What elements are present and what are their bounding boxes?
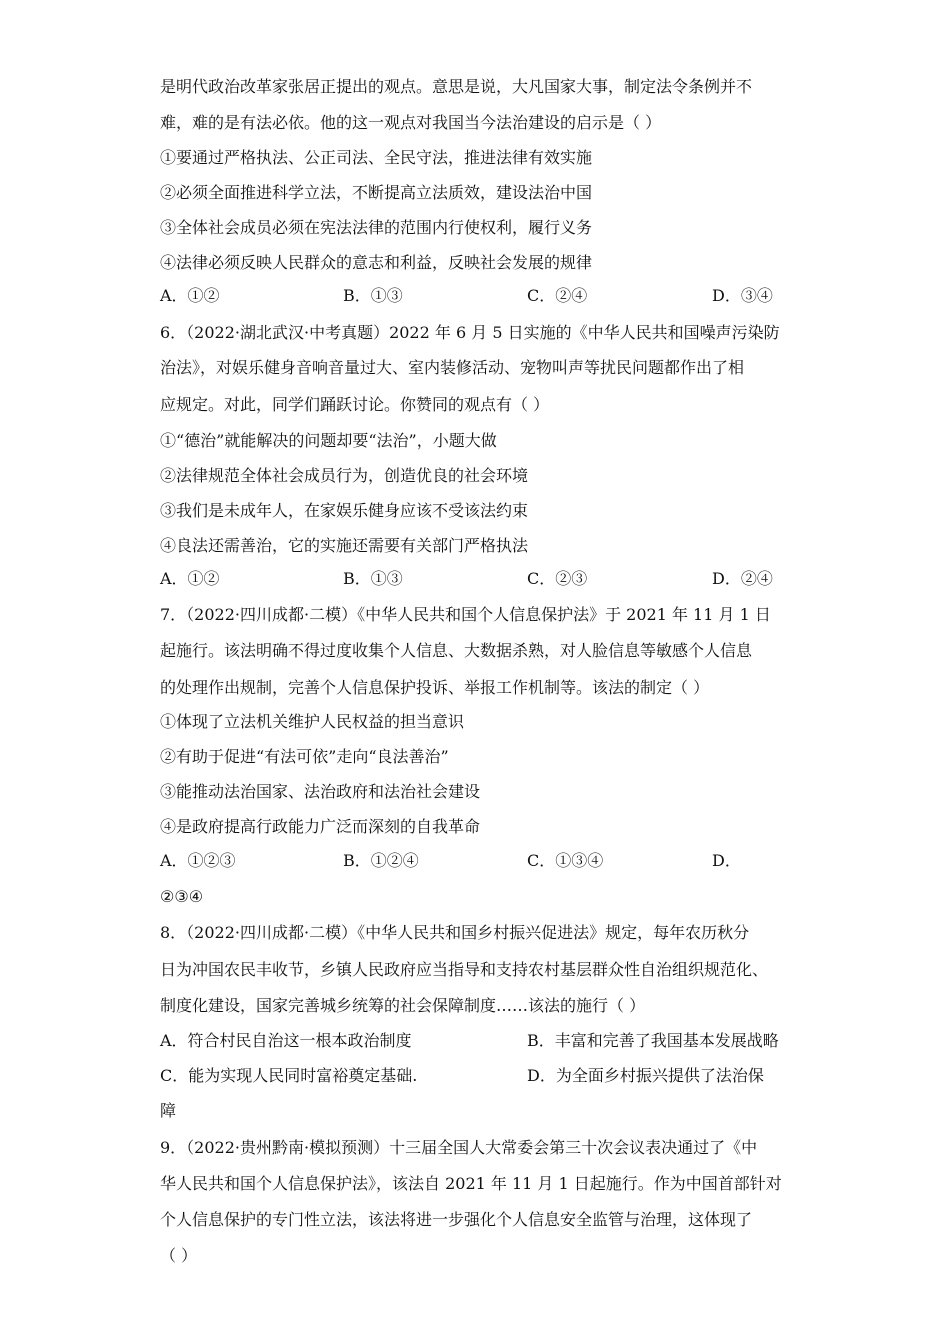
q6-stem-line-2: 治法》，对娱乐健身音响音量过大、室内装修活动、宠物叫声等扰民问题都作出了相 — [160, 358, 745, 377]
q5-stem-line-1: 是明代政治改革家张居正提出的观点。意思是说，大凡国家大事，制定法令条例并不 — [160, 77, 753, 96]
q8-option-a: A．符合村民自治这一根本政治制度 — [160, 1031, 412, 1050]
q5-statement-1: ①要通过严格执法、公正司法、全民守法，推进法律有效实施 — [160, 148, 593, 167]
q8-option-b: B．丰富和完善了我国基本发展战略 — [527, 1031, 779, 1050]
q8-stem-line-1: 8．（2022·四川成都·二模）《中华人民共和国乡村振兴促进法》规定，每年农历秋分 — [160, 923, 750, 942]
q6-stem-line-1: 6．（2022·湖北武汉·中考真题）2022 年 6 月 5 日实施的《中华人民共和国噪声污染防 — [160, 323, 780, 342]
q7-statement-3: ③能推动法治国家、法治政府和法治社会建设 — [160, 782, 481, 801]
q7-statement-1: ①体现了立法机关维护人民权益的担当意识 — [160, 712, 465, 731]
q9-stem-line-1: 9．（2022·贵州黔南·模拟预测）十三届全国人大常委会第三十次会议表决通过了《中 — [160, 1138, 758, 1157]
q6-statement-4: ④良法还需善治，它的实施还需要有关部门严格执法 — [160, 536, 529, 555]
q7-statement-4: ④是政府提高行政能力广泛而深刻的自我革命 — [160, 817, 481, 836]
q7-option-d-wrap: ②③④ — [160, 887, 204, 906]
q6-statement-2: ②法律规范全体社会成员行为，创造优良的社会环境 — [160, 466, 529, 485]
q7-option-b: B．①②④ — [343, 851, 419, 870]
q7-statement-2: ②有助于促进“有法可依”走向“良法善治” — [160, 747, 449, 766]
q8-stem-line-3: 制度化建设，国家完善城乡统筹的社会保障制度……该法的施行（ ） — [160, 996, 646, 1015]
q8-stem-line-2: 日为冲国农民丰收节，乡镇人民政府应当指导和支持农村基层群众性自治组织规范化、 — [160, 960, 769, 979]
q8-option-d: D．为全面乡村振兴提供了法治保 — [527, 1066, 764, 1085]
q7-option-a: A．①②③ — [160, 851, 236, 870]
q5-option-c: C．②④ — [527, 286, 588, 305]
q7-stem-line-2: 起施行。该法明确不得过度收集个人信息、大数据杀熟，对人脸信息等敏感个人信息 — [160, 641, 753, 660]
q5-option-d: D．③④ — [712, 286, 773, 305]
q6-statement-1: ①“德治”就能解决的问题却要“法治”，小题大做 — [160, 431, 497, 450]
q5-statement-3: ③全体社会成员必须在宪法法律的范围内行使权利，履行义务 — [160, 218, 593, 237]
q9-stem-line-2: 华人民共和国个人信息保护法》，该法自 2021 年 11 月 1 日起施行。作为中国首部针对 — [160, 1174, 782, 1193]
q6-option-d: D．②④ — [712, 569, 773, 588]
q6-stem-line-3: 应规定。对此，同学们踊跃讨论。你赞同的观点有（ ） — [160, 395, 550, 414]
q6-option-b: B．①③ — [343, 569, 403, 588]
q7-stem-line-1: 7．（2022·四川成都·二模）《中华人民共和国个人信息保护法》于 2021 年 11 月 1 日 — [160, 605, 771, 624]
q7-option-c: C．①③④ — [527, 851, 604, 870]
q8-option-c: C．能为实现人民同时富裕奠定基础. — [160, 1066, 418, 1085]
q5-option-b: B．①③ — [343, 286, 403, 305]
q5-statement-2: ②必须全面推进科学立法，不断提高立法质效，建设法治中国 — [160, 183, 593, 202]
q6-statement-3: ③我们是未成年人，在家娱乐健身应该不受该法约束 — [160, 501, 529, 520]
q9-stem-line-3: 个人信息保护的专门性立法，该法将进一步强化个人信息安全监管与治理，这体现了 — [160, 1210, 753, 1229]
q6-option-a: A．①② — [160, 569, 220, 588]
q5-stem-line-2: 难，难的是有法必依。他的这一观点对我国当今法治建设的启示是（ ） — [160, 113, 662, 132]
q8-option-d-wrap: 障 — [160, 1101, 177, 1120]
q5-option-a: A．①② — [160, 286, 220, 305]
q9-stem-line-4: （ ） — [160, 1246, 198, 1265]
q6-option-c: C．②③ — [527, 569, 588, 588]
q5-statement-4: ④法律必须反映人民群众的意志和利益，反映社会发展的规律 — [160, 253, 593, 272]
q7-option-d: D． — [712, 851, 741, 870]
q7-stem-line-3: 的处理作出规制，完善个人信息保护投诉、举报工作机制等。该法的制定（ ） — [160, 678, 710, 697]
